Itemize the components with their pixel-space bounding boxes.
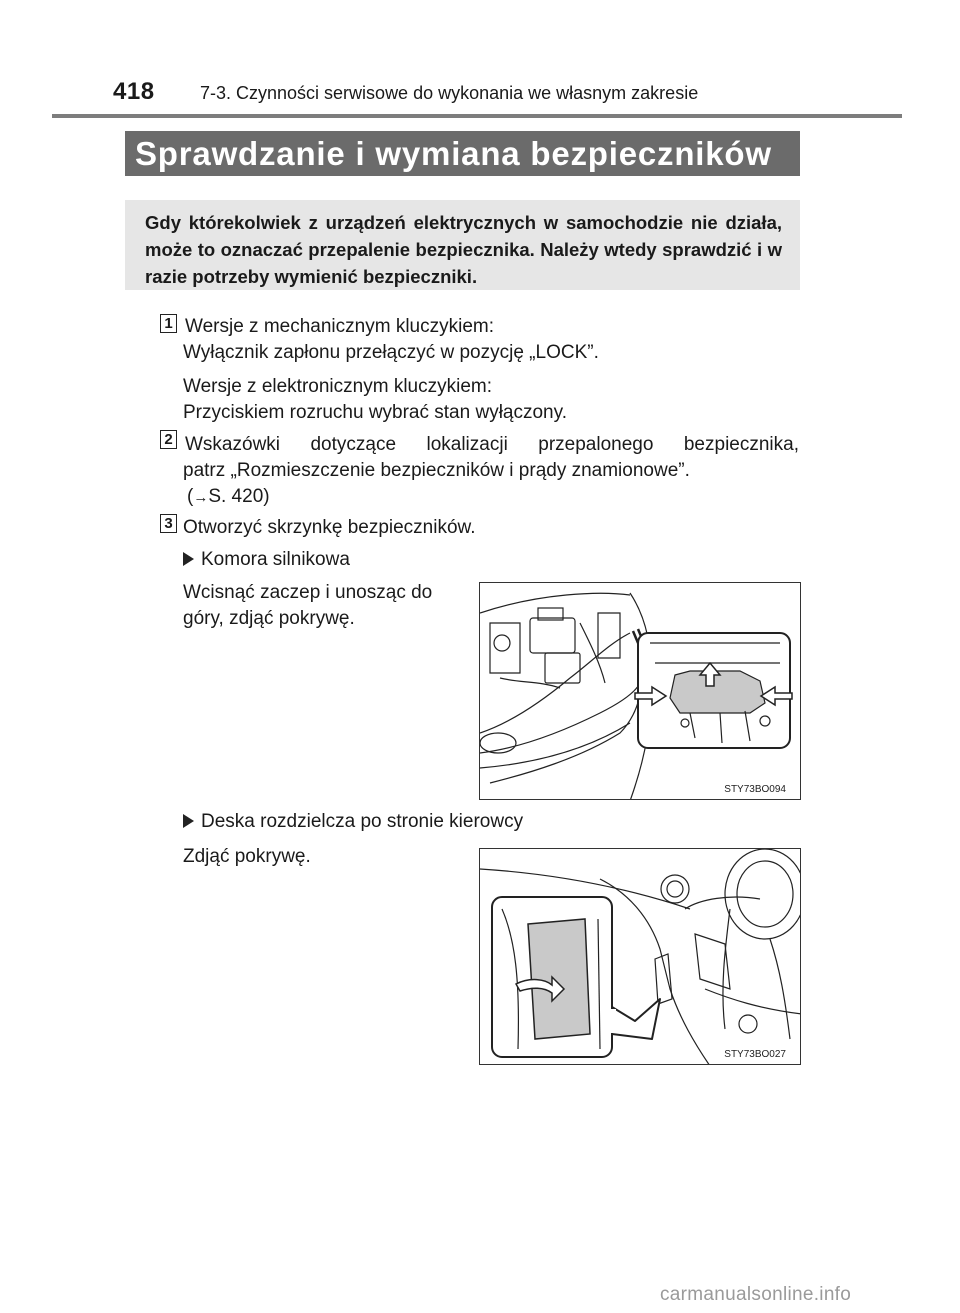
step-number-1: 1 bbox=[160, 314, 177, 333]
step1-line4: Przyciskiem rozruchu wybrać stan wyłączony. bbox=[183, 402, 567, 423]
step1-line1: Wersje z mechanicznym kluczykiem: bbox=[185, 316, 495, 337]
triangle-bullet-icon bbox=[183, 552, 194, 566]
engine-figure-code: STY73BO094 bbox=[724, 784, 786, 795]
dashboard-illustration bbox=[480, 849, 801, 1065]
section-title: Sprawdzanie i wymiana bezpieczników bbox=[125, 131, 800, 176]
step2-line1: Wskazówki dotyczące lokalizacji przepalonego bezpiecznika, bbox=[185, 434, 799, 455]
arrow-right-icon: → bbox=[193, 489, 209, 506]
page-number: 418 bbox=[113, 78, 155, 105]
engine-heading bbox=[183, 547, 350, 573]
step-number-2: 2 bbox=[160, 430, 177, 449]
engine-heading-label: Komora silnikowa bbox=[201, 549, 350, 570]
step2-reference: (→S. 420) bbox=[187, 486, 270, 507]
engine-compartment-illustration bbox=[480, 583, 801, 800]
engine-fusebox-figure bbox=[479, 582, 801, 800]
step1-line2: Wyłącznik zapłonu przełączyć w pozycję „LOCK”. bbox=[183, 342, 599, 363]
dashboard-heading-label: Deska rozdzielcza po stronie kierowcy bbox=[201, 811, 524, 832]
step-number-3: 3 bbox=[160, 514, 177, 533]
intro-box bbox=[125, 200, 800, 290]
step2-line2: patrz „Rozmieszczenie bezpieczników i prądy znamionowe”. bbox=[183, 460, 690, 481]
chapter-title: 7-3. Czynności serwisowe do wykonania we własnym zakresie bbox=[200, 83, 699, 103]
engine-text-line2: góry, zdjąć pokrywę. bbox=[183, 608, 355, 629]
dashboard-heading bbox=[183, 809, 523, 835]
page-reference[interactable]: S. 420 bbox=[208, 486, 264, 507]
engine-text-line1: Wcisnąć zaczep i unosząc do bbox=[183, 582, 433, 603]
dashboard-fusebox-figure bbox=[479, 848, 801, 1065]
header-rule bbox=[52, 114, 902, 118]
step1-line3: Wersje z elektronicznym kluczykiem: bbox=[183, 376, 493, 397]
intro-text: Gdy którekolwiek z urządzeń elektrycznych w samochodzie nie działa, może to oznaczać przepalenie bezpiecznika. Należy wtedy sprawdzić i w razie potrzeby wymienić bezpieczniki. bbox=[145, 212, 782, 287]
dashboard-text: Zdjąć pokrywę. bbox=[183, 846, 311, 867]
site-watermark: carmanualsonline.info bbox=[660, 1284, 852, 1305]
dashboard-figure-code: STY73BO027 bbox=[724, 1049, 786, 1060]
step3-line1: Otworzyć skrzynkę bezpieczników. bbox=[183, 517, 476, 538]
triangle-bullet-icon bbox=[183, 814, 194, 828]
